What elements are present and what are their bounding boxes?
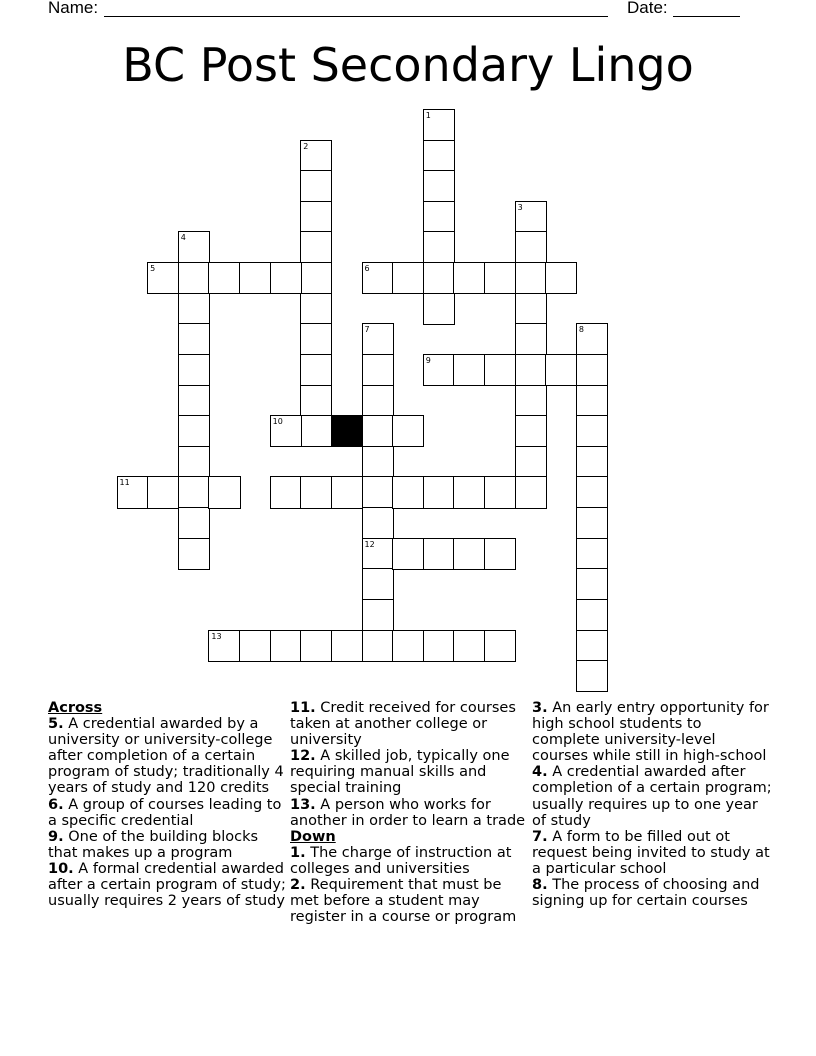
- grid-cell[interactable]: [178, 231, 210, 263]
- grid-cell[interactable]: [423, 201, 455, 233]
- grid-cell[interactable]: [178, 507, 210, 539]
- grid-cell[interactable]: [362, 354, 394, 386]
- grid-cell[interactable]: [576, 354, 608, 386]
- grid-cell[interactable]: [453, 262, 485, 294]
- grid-cell[interactable]: [362, 568, 394, 600]
- grid-cell[interactable]: [484, 630, 516, 662]
- grid-cell[interactable]: [423, 262, 455, 294]
- grid-cell[interactable]: [362, 538, 394, 570]
- grid-cell[interactable]: [208, 262, 240, 294]
- grid-cell[interactable]: [423, 170, 455, 202]
- grid-cell[interactable]: [178, 385, 210, 417]
- grid-cell[interactable]: [300, 140, 332, 172]
- grid-cell[interactable]: [392, 476, 424, 508]
- clue-down-7: 7. A form to be filled out ot request being invited to study at a particular school: [532, 828, 770, 877]
- grid-cell[interactable]: [576, 323, 608, 355]
- grid-cell[interactable]: [392, 415, 424, 447]
- grid-cell[interactable]: [178, 323, 210, 355]
- grid-cell[interactable]: [208, 630, 240, 662]
- grid-cell[interactable]: [300, 630, 332, 662]
- grid-cell[interactable]: [178, 262, 210, 294]
- grid-cell[interactable]: [147, 476, 179, 508]
- grid-cell[interactable]: [300, 293, 332, 325]
- grid-cell[interactable]: [331, 630, 363, 662]
- grid-cell[interactable]: [331, 476, 363, 508]
- grid-cell[interactable]: [239, 262, 271, 294]
- grid-cell[interactable]: [300, 170, 332, 202]
- clue-number: 8: [578, 325, 584, 335]
- date-label: Date:: [627, 0, 668, 17]
- clue-across-13: 13. A person who works for another in order to learn a trade: [290, 796, 526, 829]
- grid-cell[interactable]: [392, 538, 424, 570]
- grid-cell[interactable]: [300, 354, 332, 386]
- grid-cell[interactable]: [300, 415, 332, 447]
- grid-cell[interactable]: [423, 231, 455, 263]
- clues-column-2: [290, 700, 530, 925]
- grid-cell[interactable]: [178, 476, 210, 508]
- grid-cell[interactable]: [147, 262, 179, 294]
- grid-cell[interactable]: [515, 293, 547, 325]
- grid-cell[interactable]: [362, 323, 394, 355]
- grid-cell[interactable]: [423, 354, 455, 386]
- grid-cell[interactable]: [362, 599, 394, 631]
- grid-cell[interactable]: [362, 262, 394, 294]
- grid-cell[interactable]: [545, 354, 577, 386]
- grid-cell[interactable]: [423, 538, 455, 570]
- grid-cell[interactable]: [392, 262, 424, 294]
- clue-number: 9: [425, 355, 431, 365]
- clue-down-1: 1. The charge of instruction at colleges and universities: [290, 844, 512, 877]
- grid-cell[interactable]: [362, 630, 394, 662]
- grid-cell[interactable]: [576, 538, 608, 570]
- grid-cell[interactable]: [453, 630, 485, 662]
- across-heading: Across: [48, 700, 103, 716]
- grid-cell[interactable]: [453, 354, 485, 386]
- grid-cell[interactable]: [515, 476, 547, 508]
- grid-cell[interactable]: [484, 476, 516, 508]
- clue-down-8: 8. The process of choosing and signing up for certain courses: [532, 877, 760, 910]
- grid-cell[interactable]: [453, 476, 485, 508]
- grid-cell[interactable]: [576, 660, 608, 692]
- grid-cell[interactable]: [515, 231, 547, 263]
- clue-number: 5: [150, 264, 156, 273]
- clue-number: 7: [364, 325, 370, 335]
- grid-cell[interactable]: [515, 201, 547, 233]
- grid-cell[interactable]: [300, 476, 332, 508]
- grid-cell[interactable]: [178, 446, 210, 478]
- grid-cell[interactable]: [423, 109, 455, 141]
- grid-cell[interactable]: [576, 568, 608, 600]
- grid-cell[interactable]: [300, 231, 332, 263]
- grid-cell[interactable]: [117, 476, 149, 508]
- grid-cell[interactable]: [270, 262, 302, 294]
- clue-down-2: 2. Requirement that must be met before a student may register in a course or program: [290, 877, 517, 926]
- grid-cell[interactable]: [423, 140, 455, 172]
- clues-column-3: [532, 700, 772, 909]
- grid-cell[interactable]: [178, 293, 210, 325]
- name-label: Name:: [48, 0, 99, 17]
- grid-cell[interactable]: [423, 476, 455, 508]
- clue-across-10: 10. A formal credential awarded after a certain program of study; usually requires 2 years of study: [48, 860, 286, 910]
- grid-cell[interactable]: [515, 262, 547, 294]
- grid-cell[interactable]: [515, 354, 547, 386]
- grid-cell[interactable]: [300, 262, 332, 294]
- grid-cell[interactable]: [515, 415, 547, 447]
- clue-number: 6: [364, 264, 370, 273]
- grid-cell[interactable]: [576, 446, 608, 478]
- down-heading: Down: [290, 828, 336, 845]
- grid-cell[interactable]: [576, 507, 608, 539]
- grid-block: [331, 415, 363, 447]
- clue-across-6: 6. A group of courses leading to a specific credential: [48, 796, 282, 829]
- clue-number: 12: [364, 539, 375, 549]
- grid-cell[interactable]: [362, 446, 394, 478]
- grid-cell[interactable]: [270, 415, 302, 447]
- clue-across-5: 5. A credential awarded by a university or university-college after completion of a certain program of study; traditionally 4 years of study and 120 credits: [48, 716, 284, 797]
- grid-cell[interactable]: [362, 476, 394, 508]
- clue-across-12: 12. A skilled job, typically one requiring manual skills and special training: [290, 748, 510, 797]
- grid-cell[interactable]: [178, 538, 210, 570]
- grid-cell[interactable]: [576, 630, 608, 662]
- grid-cell[interactable]: [515, 323, 547, 355]
- grid-cell[interactable]: [576, 415, 608, 447]
- grid-cell[interactable]: [484, 354, 516, 386]
- grid-cell[interactable]: [484, 262, 516, 294]
- grid-cell[interactable]: [515, 385, 547, 417]
- clue-number: 10: [272, 417, 283, 427]
- grid-cell[interactable]: [362, 415, 394, 447]
- puzzle-title: BC Post Secondary Lingo: [122, 38, 694, 92]
- grid-cell[interactable]: [453, 538, 485, 570]
- grid-cell[interactable]: [576, 385, 608, 417]
- grid-cell[interactable]: [178, 415, 210, 447]
- clues-column-1: [48, 700, 288, 909]
- grid-cell[interactable]: [270, 630, 302, 662]
- clue-number: 3: [517, 202, 523, 212]
- clue-down-3: 3. An early entry opportunity for high school students to complete university-level courses while still in high-school: [532, 700, 769, 765]
- clue-across-11: 11. Credit received for courses taken at another college or university: [290, 700, 516, 749]
- grid-cell[interactable]: [423, 630, 455, 662]
- clue-number: 13: [211, 631, 222, 641]
- grid-cell[interactable]: [484, 538, 516, 570]
- grid-cell[interactable]: [270, 476, 302, 508]
- clue-number: 1: [425, 110, 431, 120]
- grid-cell[interactable]: [576, 476, 608, 508]
- grid-cell[interactable]: [545, 262, 577, 294]
- clue-across-9: 9. One of the building blocks that makes up a program: [48, 828, 259, 861]
- grid-cell[interactable]: [362, 507, 394, 539]
- grid-cell[interactable]: [300, 385, 332, 417]
- grid-cell[interactable]: [362, 385, 394, 417]
- grid-cell[interactable]: [423, 293, 455, 325]
- clue-down-4: 4. A credential awarded after completion of a certain program; usually requires up to one year of study: [532, 764, 772, 829]
- grid-cell[interactable]: [300, 323, 332, 355]
- grid-cell[interactable]: [392, 630, 424, 662]
- grid-cell[interactable]: [515, 446, 547, 478]
- grid-cell[interactable]: [208, 476, 240, 508]
- grid-cell[interactable]: [178, 354, 210, 386]
- clue-number: 11: [119, 478, 130, 488]
- grid-cell[interactable]: [239, 630, 271, 662]
- clue-number: 4: [180, 233, 186, 243]
- grid-cell[interactable]: [576, 599, 608, 631]
- clue-number: 2: [303, 141, 309, 151]
- grid-cell[interactable]: [300, 201, 332, 233]
